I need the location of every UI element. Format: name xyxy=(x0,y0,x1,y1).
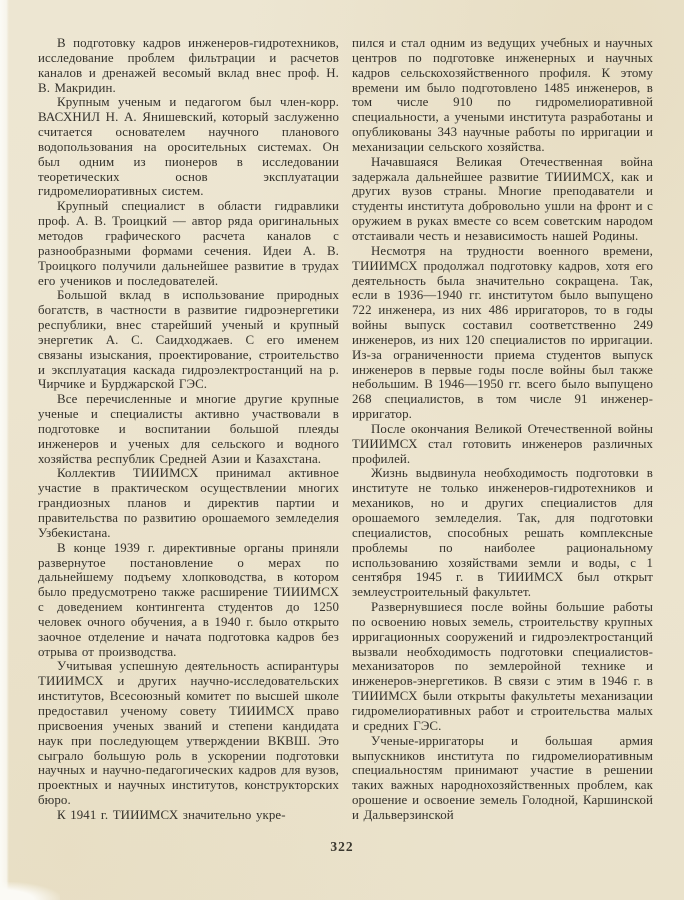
paragraph: Крупный специалист в области гидравлики проф. А. В. Троицкий — автор ряда оригинальных методов графического расчета каналов с разнообразными формами сечения. Идеи А. В. Троицкого получили дальнейшее развитие в трудах его учеников и последователей. xyxy=(38,199,339,288)
right-column xyxy=(352,36,653,823)
page-number: 322 xyxy=(330,839,354,854)
paragraph: Большой вклад в использование природных богатств, в частности в развитие гидроэнергетики республики, внес старейший ученый и крупный энергетик А. С. Саидходжаев. С его именем связаны изыскания, проектирование, строительство и эксплуатация каскада гидроэлектростанций на р. Чирчике и Бурджарской ГЭС. xyxy=(38,288,339,392)
paragraph: Учитывая успешную деятельность аспирантуры ТИИИМСХ и других научно-исследовательских институтов, Всесоюзный комитет по высшей школе предоставил ученому совету ТИИИМСХ право присвоения ученых званий и степени кандидата наук при последующем утверждении ВКВШ. Это сыграло большую роль в ускорении подготовки научных и научно-педагогических кадров для вузов, проектных и научных институтов, конструкторских бюро. xyxy=(38,659,339,808)
paragraph: Жизнь выдвинула необходимость подготовки в институте не только инженеров-гидротехников и механиков, но и других специалистов для орошаемого земледелия. Так, для подготовки специалистов, способных решать комплексные проблемы по наиболее рациональному использованию хозяйствами земли и воды, с 1 сентября 1945 г. в ТИИИМСХ был открыт землеустроительный факультет. xyxy=(352,466,653,600)
text-columns xyxy=(38,36,654,823)
scan-edge-left xyxy=(0,0,9,900)
paragraph: Развернувшиеся после войны большие работы по освоению новых земель, строительству крупных ирригационных сооружений и гидроэлектростанций вызвали необходимость подготовки специалистов-механизаторов по землеройной технике и инженеров-энергетиков. В связи с этим в 1946 г. в ТИИИМСХ были открыты факультеты механизации гидромелиоративных работ и строительства малых и средних ГЭС. xyxy=(352,600,653,733)
paragraph: После окончания Великой Отечественной войны ТИИИМСХ стал готовить инженеров различных профилей. xyxy=(352,421,653,466)
scan-edge-bottom xyxy=(0,882,60,900)
paragraph: В подготовку кадров инженеров-гидротехников, исследование проблем фильтрации и расчетов каналов и дренажей весомый вклад внес проф. Н. В. Макридин. xyxy=(38,36,339,95)
paragraph: Ученые-ирригаторы и большая армия выпускников института по гидромелиоративным специальностям принимают участие в решении таких важных народнохозяйственных проблем, как орошение и освоение земель Голодной, Каршинской и Дальверзинской xyxy=(352,733,653,822)
paragraph: Все перечисленные и многие другие крупные ученые и специалисты активно участвовали в подготовке и воспитании большой плеяды инженеров и ученых для сельского и водного хозяйства республик Средней Азии и Казахстана. xyxy=(38,392,339,466)
paragraph: Крупным ученым и педагогом был член-корр. ВАСХНИЛ Н. А. Янишевский, который заслуженно считается основателем научного планового водопользования на оросительных системах. Он был одним из пионеров в исследовании теоретических основ эксплуатации гидромелиоративных систем. xyxy=(38,95,339,199)
paragraph: Начавшаяся Великая Отечественная война задержала дальнейшее развитие ТИИИМСХ, как и других вузов страны. Многие преподаватели и студенты института добровольно ушли на фронт и с оружием в руках вместе со всем советским народом отстаивали честь и независимость нашей Родины. xyxy=(352,154,653,243)
paragraph: Несмотря на трудности военного времени, ТИИИМСХ продолжал подготовку кадров, хотя его деятельность была значительно сокращена. Так, если в 1936—1940 гг. институтом было выпущено 722 инженера, из них 486 ирригаторов, то в годы войны выпуск составил соответственно 249 инженеров, из них 120 специалистов по ирригации. Из-за ограниченности приема студентов выпуск инженеров в первые годы после войны был также небольшим. В 1946—1950 гг. всего было выпущено 268 специалистов, в том числе 91 инженер-ирригатор. xyxy=(352,243,653,422)
left-column xyxy=(38,36,339,823)
paragraph: Коллектив ТИИИМСХ принимал активное участие в практическом осуществлении многих грандиозных планов и директив партии и правительства по развитию орошаемого земледелия Узбекистана. xyxy=(38,466,339,540)
paragraph-continued: пился и стал одним из ведущих учебных и научных центров по подготовке инженерных и научных кадров сельскохозяйственного профиля. К этому времени им было подготовлено 1485 инженеров, в том числе 910 по гидромелиоративной специальности, а учеными института разработаны и опубликованы 343 научные работы по ирригации и механизации сельского хозяйства. xyxy=(352,36,653,154)
paragraph: К 1941 г. ТИИИМСХ значительно укре- xyxy=(57,807,286,822)
paragraph: В конце 1939 г. директивные органы приняли развернутое постановление о мерах по дальнейшему подъему хлопководства, в котором было предусмотрено также расширение ТИИИМСХ с доведением контингента студентов до 1250 человек очного обучения, а в 1940 г. было открыто заочное отделение и начата подготовка кадров без отрыва от производства. xyxy=(38,540,339,659)
